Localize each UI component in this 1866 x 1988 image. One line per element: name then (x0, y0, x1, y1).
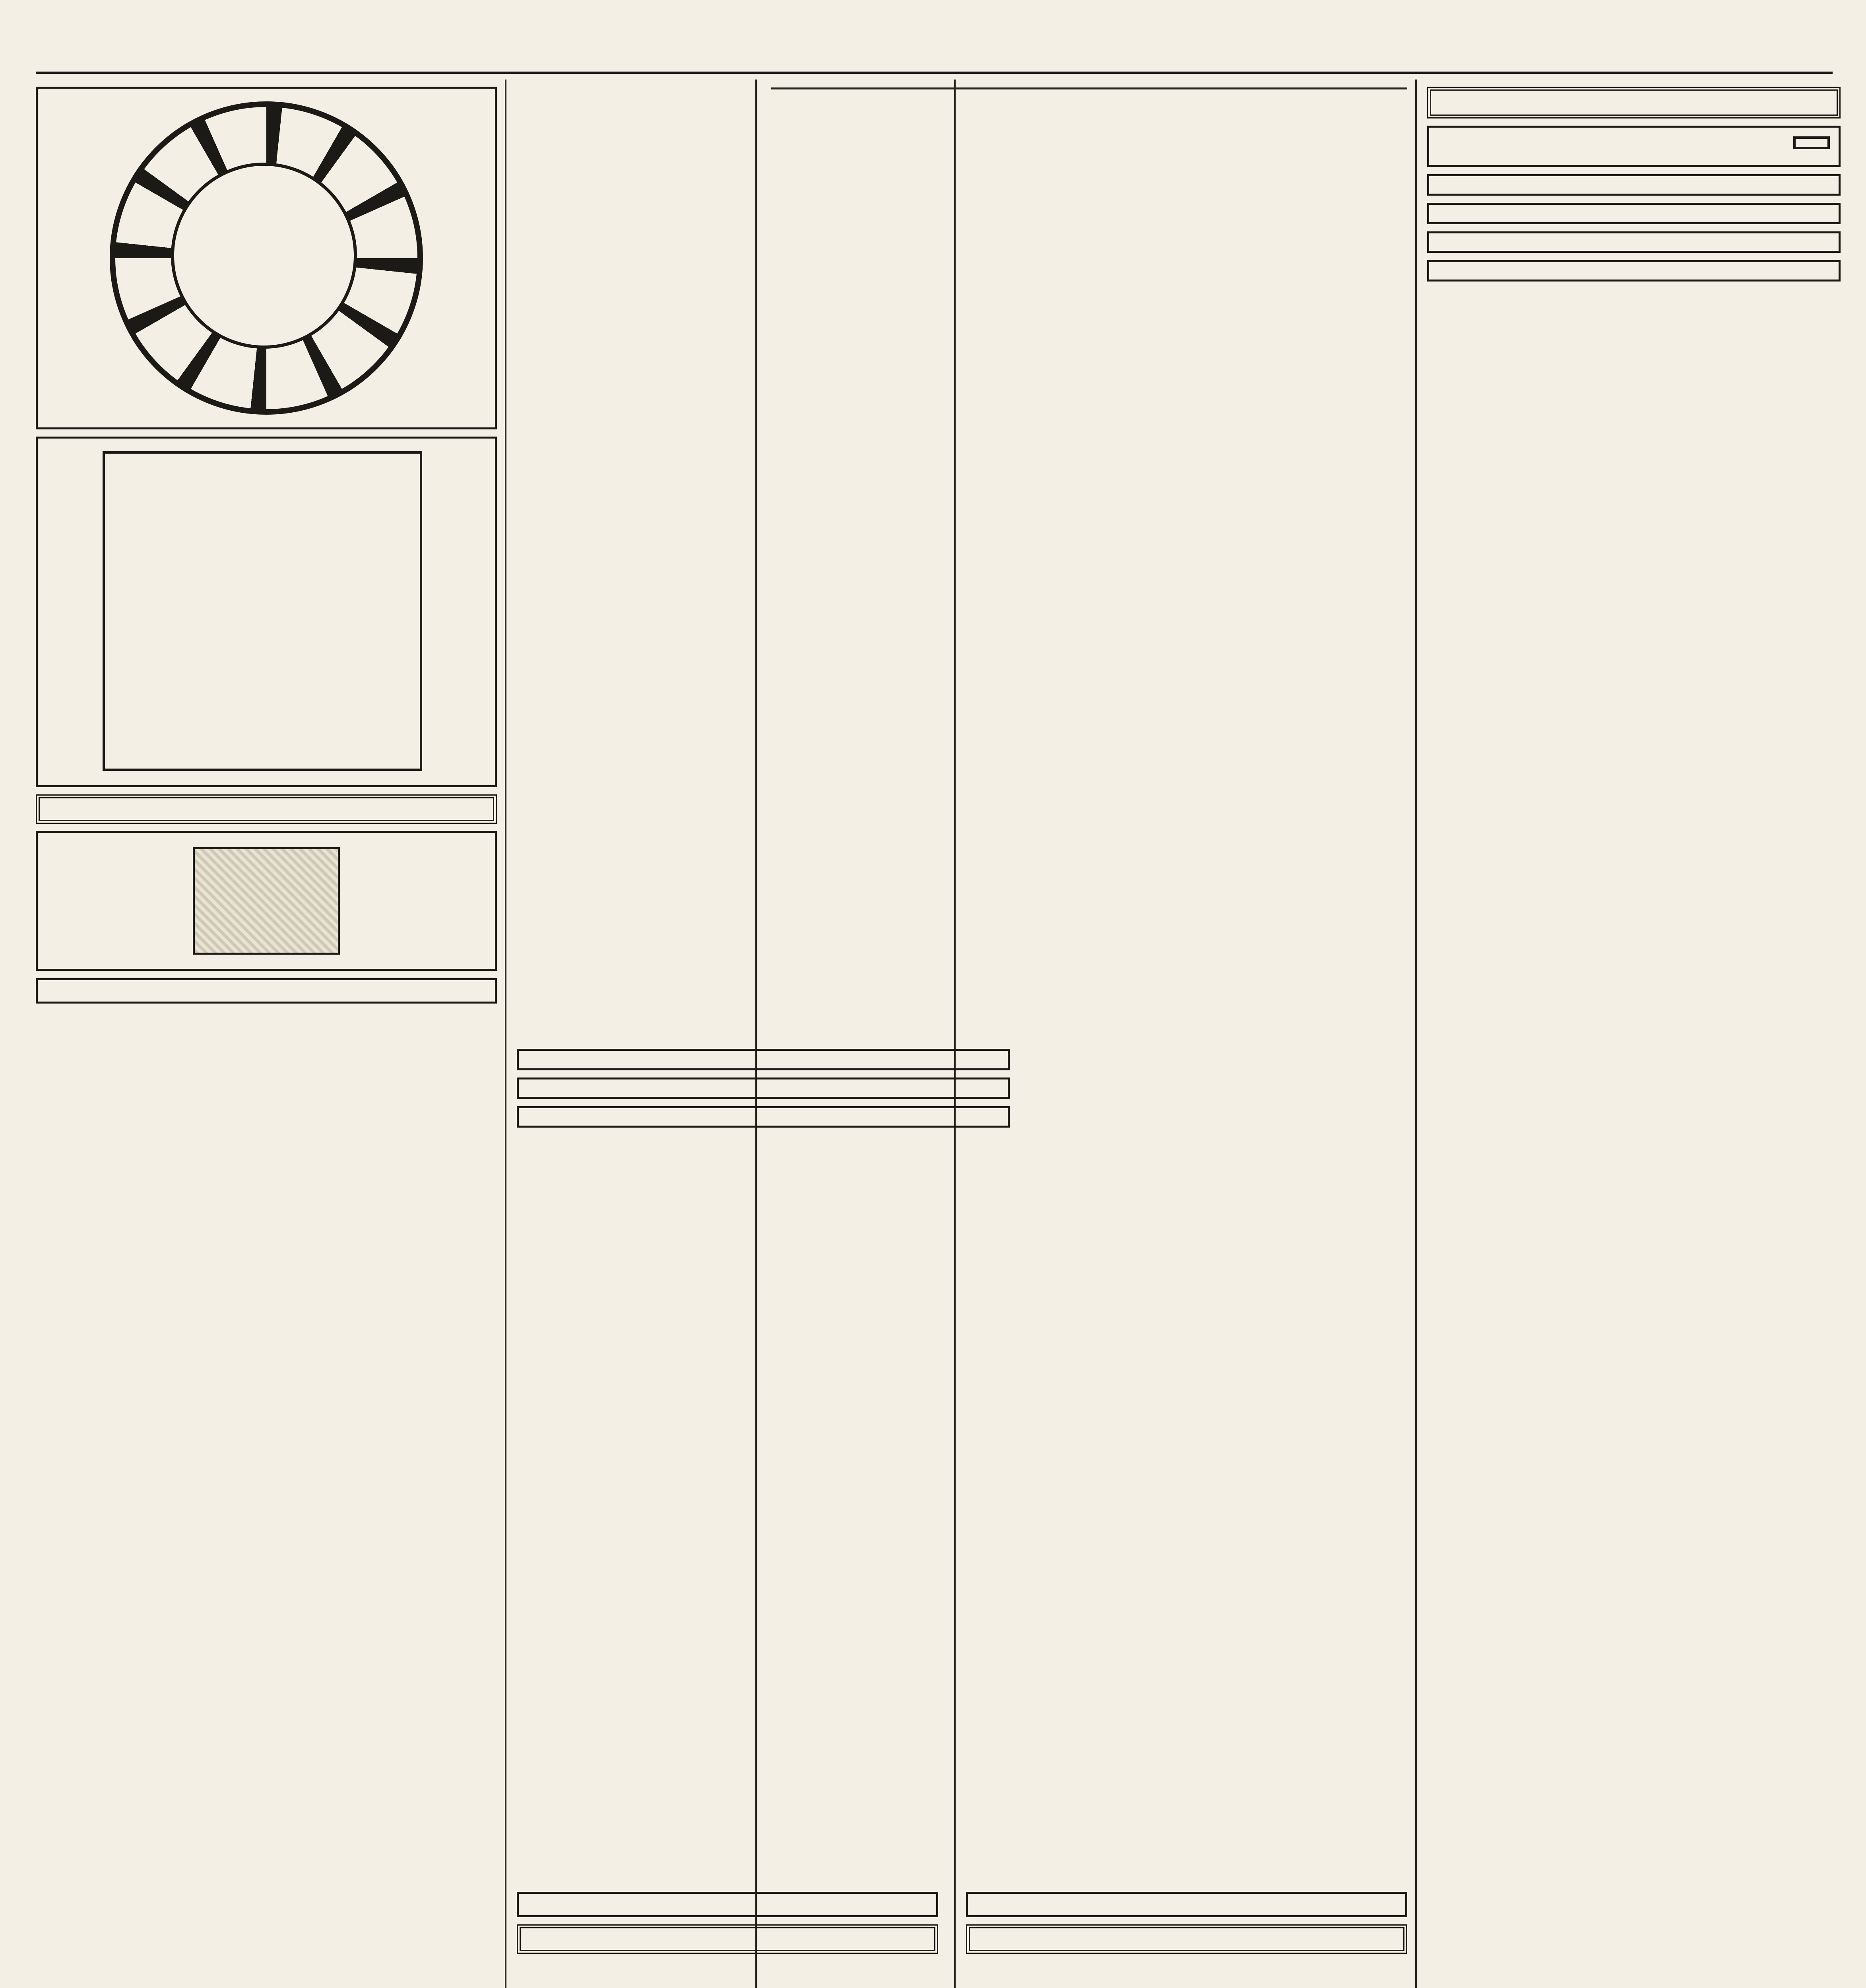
divider (771, 87, 1407, 89)
ad-shaheen (517, 1924, 938, 1954)
masthead (36, 24, 1833, 74)
ad-expo (36, 794, 497, 824)
ad-shoes (36, 978, 497, 1004)
crossword-grid[interactable] (103, 451, 422, 771)
ad-garden (966, 1892, 1407, 1917)
article-lebanon (1427, 87, 1841, 118)
pharmacies-box (1427, 260, 1841, 282)
ad-artist (517, 1892, 938, 1917)
hawaa-section (1427, 203, 1841, 224)
arqam-section (1427, 231, 1841, 253)
zodiac-wheel-icon (110, 101, 423, 415)
jareeda-logo (1793, 136, 1830, 149)
bottom-ads-left (517, 1885, 938, 1988)
sports-section (1427, 174, 1841, 196)
column-right (1427, 80, 1841, 1988)
ad-salon (966, 1924, 1407, 1954)
crossword (36, 437, 497, 787)
ad-helmi-zuhur (517, 1106, 1010, 1128)
chef-illustration-icon (193, 847, 340, 955)
horoscope (36, 87, 497, 429)
column-spy-cont (517, 80, 747, 1034)
court-notice (517, 1049, 1010, 1070)
column-divider (1415, 80, 1417, 1988)
ad-restaurant (36, 831, 497, 971)
column-smoking (517, 1042, 1010, 1877)
bottom-ads-center (966, 1885, 1407, 1988)
horoscope-title (171, 163, 357, 349)
column-divider (505, 80, 506, 1988)
column-jareeda (1427, 126, 1841, 167)
ad-halummu (517, 1077, 1010, 1099)
column-left (36, 80, 497, 1988)
crossword-board (47, 451, 486, 771)
